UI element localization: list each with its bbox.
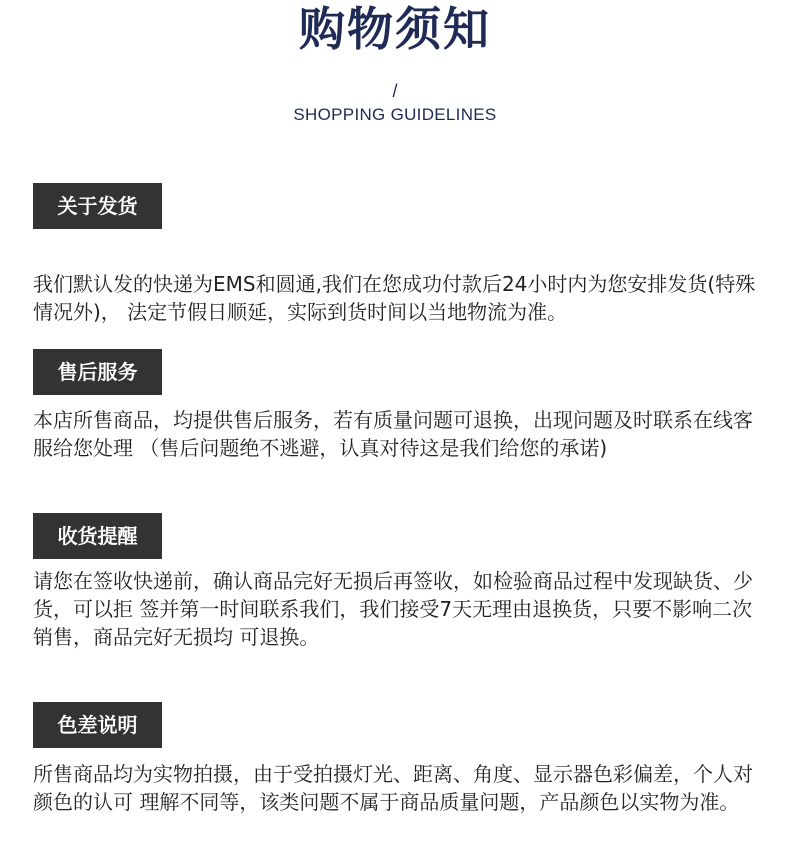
section-text-color-difference: 所售商品均为实物拍摄，由于受拍摄灯光、距离、角度、显示器色彩偏差，个人对颜色的认可 理解不同等，该类问题不属于商品质量问题，产品颜色以实物为准。	[33, 762, 753, 814]
page-title: 购物须知	[299, 2, 491, 56]
page-subtitle: SHOPPING GUIDELINES	[293, 105, 497, 124]
section-heading-after-sales: 售后服务	[33, 349, 162, 395]
section-text-after-sales: 本店所售商品，均提供售后服务，若有质量问题可退换，出现问题及时联系在线客服给您处理 （售后问题绝不逃避，认真对待这是我们给您的承诺)	[33, 408, 753, 460]
section-text-receiving: 请您在签收快递前，确认商品完好无损后再签收，如检验商品过程中发现缺货、少货，可以拒 签并第一时间联系我们，我们接受7天无理由退换货，只要不影响二次销售，商品完好无损均 可退换。	[33, 569, 753, 649]
section-heading-shipping: 关于发货	[33, 183, 162, 229]
section-heading-color-difference: 色差说明	[33, 702, 162, 748]
section-heading-receiving: 收货提醒	[33, 513, 162, 559]
title-divider-slash: /	[392, 81, 398, 101]
section-text-shipping: 我们默认发的快递为EMS和圆通,我们在您成功付款后24小时内为您安排发货(特殊情况外)， 法定节假日顺延，实际到货时间以当地物流为准。	[33, 272, 756, 324]
